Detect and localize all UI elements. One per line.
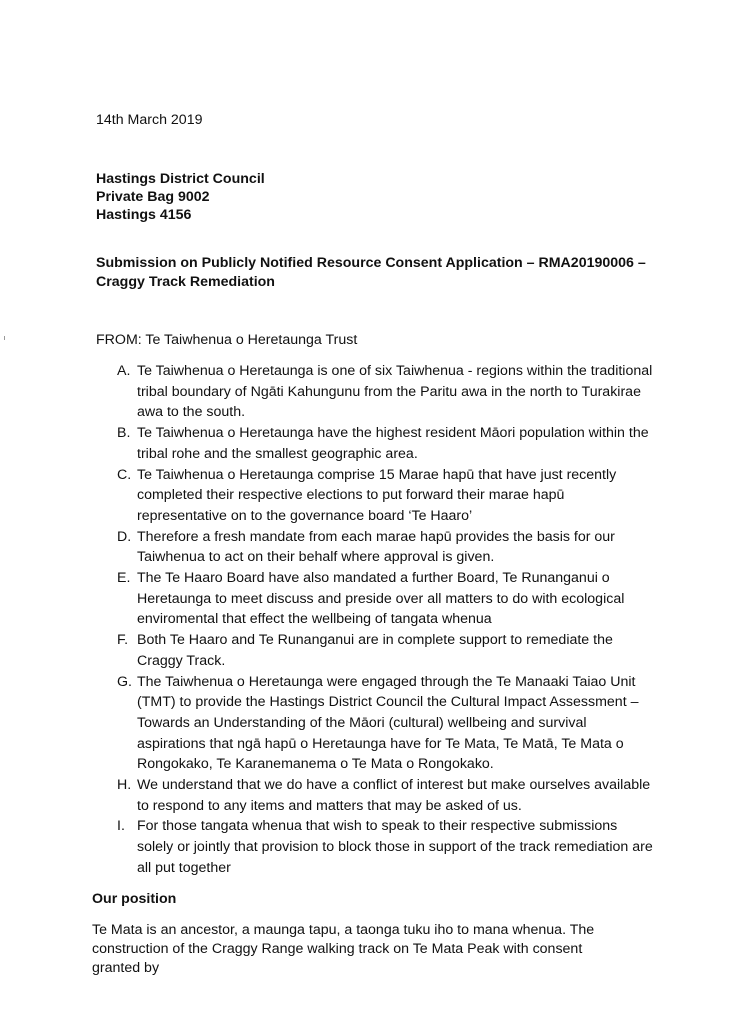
item-text: Te Taiwhenua o Heretaunga comprise 15 Marae hapū that have just recently completed their respective elections to put forward their marae hapū representative on to the governance board ‘Te Haaro’ — [137, 466, 617, 524]
list-item — [117, 630, 657, 671]
item-text: Therefore a fresh mandate from each marae hapū provides the basis for our Taiwhenua to act on their behalf where approval is given. — [137, 528, 615, 566]
submission-points-list — [117, 361, 657, 879]
letter-date: 14th March 2019 — [96, 112, 203, 128]
list-item — [117, 361, 657, 423]
list-item — [117, 423, 657, 464]
item-text: Both Te Haaro and Te Runanganui are in complete support to remediate the Craggy Track. — [137, 632, 613, 669]
list-item — [117, 568, 657, 630]
address-line: Hastings District Council — [96, 171, 265, 187]
from-line: FROM: Te Taiwhenua o Heretaunga Trust — [96, 332, 358, 348]
list-item — [117, 672, 657, 776]
scan-mark — [4, 336, 5, 340]
list-item — [117, 775, 657, 816]
address-line: Private Bag 9002 — [96, 189, 210, 205]
item-text: The Taiwhenua o Heretaunga were engaged through the Te Manaaki Taiao Unit (TMT) to provide the Hastings District Council the Cultural Impact Assessment – Towards an Understanding of the Māori (cultural) wellbeing and survival aspirations that ngā hapū o Heretaunga have for Te Mata, Te Matā, Te Mata o Rongokako, Te Karanemanema o Te Mata o Rongokako. — [137, 673, 639, 773]
item-text: Te Taiwhenua o Heretaunga is one of six Taiwhenua - regions within the traditional tribal boundary of Ngāti Kahungunu from the Paritu awa in the north to Turakirae awa to the south. — [137, 363, 653, 421]
item-text: We understand that we do have a conflict of interest but make ourselves available to respond to any items and matters that may be asked of us. — [137, 777, 651, 814]
item-text: For those tangata whenua that wish to speak to their respective submissions solely or jointly that provision to block those in support of the track remediation are all put together — [137, 818, 653, 876]
item-letter: C. — [117, 466, 132, 483]
item-text: The Te Haaro Board have also mandated a further Board, Te Runanganui o Heretaunga to meet discuss and preside over all matters to do with ecological enviromental that effect the wellbeing of tangata whenua — [137, 570, 625, 628]
position-paragraph: Te Mata is an ancestor, a maunga tapu, a taonga tuku iho to mana whenua. The construction of the Craggy Range walking track on Te Mata Peak with consent granted by — [92, 922, 595, 976]
section-heading: Our position — [92, 891, 177, 907]
item-letter: H. — [117, 777, 132, 794]
address-line: Hastings 4156 — [96, 207, 192, 223]
item-letter: E. — [117, 570, 131, 587]
subject-heading: Submission on Publicly Notified Resource Consent Application – RMA20190006 – Craggy Track Remediation — [96, 255, 646, 290]
item-letter: B. — [117, 425, 131, 442]
recipient-address — [96, 170, 265, 224]
item-text: Te Taiwhenua o Heretaunga have the highest resident Māori population within the tribal rohe and the smallest geographic area. — [137, 425, 649, 462]
list-item — [117, 816, 657, 878]
item-letter: I. — [117, 818, 125, 835]
item-letter: D. — [117, 528, 132, 545]
item-letter: A. — [117, 363, 131, 379]
item-letter: F. — [117, 632, 129, 649]
list-item — [117, 465, 657, 527]
list-item — [117, 527, 657, 568]
item-letter: G. — [117, 673, 132, 690]
